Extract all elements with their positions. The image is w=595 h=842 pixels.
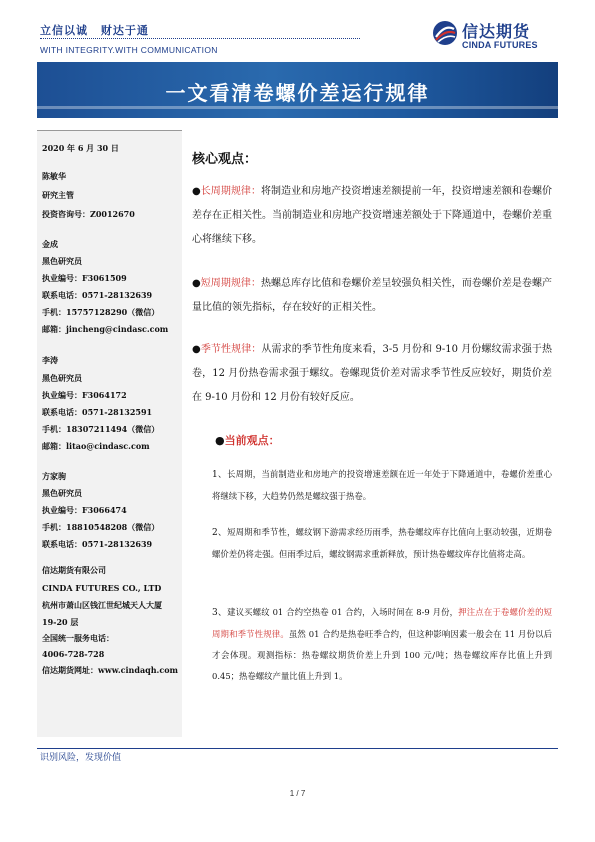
company-hotline-label: 全国统一服务电话： — [42, 633, 114, 643]
cinda-logo-icon — [432, 20, 458, 46]
analyst-sidebar — [37, 130, 182, 737]
view-item-2 — [212, 522, 552, 565]
logo-text-en: CINDA FUTURES — [462, 40, 538, 50]
view-item-1 — [212, 464, 552, 507]
company-logo — [432, 18, 557, 50]
page-number: 1 / 7 — [289, 789, 306, 798]
analyst-line: 研究主管 — [42, 190, 74, 200]
view-text-highlight: 押注点在于卷螺价差的短周期和季节性规律。 — [212, 607, 552, 639]
analyst-line: 手机：15757128290（微信） — [42, 307, 160, 317]
current-views-label: 当前观点： — [224, 434, 280, 447]
header-slogan — [40, 22, 157, 38]
bullet-icon: ● — [215, 434, 225, 447]
view-text-post: 虽然 01 合约是热卷旺季合约，但这种影响因素一般会在 11 月份以后才会体现。观测指标：热卷螺纹期货价差上升到 100 元/吨；热卷螺纹库存比值上升到 0.45；热卷螺纹产量比值上升到 1。 — [212, 629, 553, 681]
view-number: 1、 — [212, 470, 228, 480]
analyst-line: 黑色研究员 — [42, 256, 82, 266]
bullet-icon: ● — [192, 278, 201, 289]
view-number: 3、 — [212, 608, 228, 618]
analyst-name: 李涛 — [42, 355, 58, 365]
analyst-line: 投资咨询号：Z0012670 — [42, 209, 135, 219]
point-label: 长周期规律： — [200, 186, 261, 197]
slogan-part-2: 财达于通 — [100, 24, 149, 37]
analyst-line: 执业编号：F3066474 — [42, 505, 127, 515]
company-hotline: 4006-728-728 — [42, 649, 105, 659]
analyst-email: 邮箱：jincheng@cindasc.com — [42, 324, 169, 334]
title-banner — [37, 62, 558, 118]
logo-text-cn: 信达期货 — [462, 22, 531, 41]
view-text: 长周期，当前制造业和房地产的投资增速差额在近一年处于下降通道中，卷螺价差重心将继续下移，大趋势仍然是螺纹强于热卷。 — [212, 469, 552, 501]
analyst-line: 黑色研究员 — [42, 373, 82, 383]
company-line: CINDA FUTURES CO., LTD — [42, 583, 162, 593]
analyst-name: 陈敏华 — [42, 171, 66, 181]
analyst-line: 黑色研究员 — [42, 488, 82, 498]
company-website: 信达期货网址：www.cindaqh.com — [42, 665, 179, 675]
banner-stripe — [37, 106, 558, 109]
point-text: 将制造业和房地产投资增速差额提前一年，投资增速差额和卷螺价差存在正相关性。当前制造业和房地产投资增速差额处于下降通道中，卷螺价差重心将继续下移。 — [192, 186, 552, 245]
current-views-heading — [215, 432, 280, 448]
company-name: 信达期货有限公司 — [42, 565, 106, 575]
analyst-line: 执业编号：F3061509 — [42, 273, 127, 283]
footer-slogan: 识别风险，发现价值 — [40, 753, 122, 763]
view-number: 2、 — [212, 528, 228, 538]
view-text-pre: 建议买螺纹 01 合约空热卷 01 合约，入场时间在 8-9 月份， — [227, 607, 459, 617]
analyst-line: 手机：18810548208（微信） — [42, 522, 160, 532]
report-title: 一文看清卷螺价差运行规律 — [165, 81, 430, 105]
point-label: 季节性规律： — [200, 344, 262, 355]
point-text: 从需求的季节性角度来看，3-5 月份和 9-10 月份螺纹需求强于热卷，12 月份热卷需求强于螺纹。卷螺现货价差对需求季节性反应较好，期货价差在 9-10 月份和 12 月份有较好反应。 — [192, 344, 552, 403]
point-seasonal — [192, 338, 552, 410]
analyst-line: 执业编号：F3064172 — [42, 390, 127, 400]
analyst-name: 金成 — [42, 239, 58, 249]
bullet-icon: ● — [192, 344, 201, 355]
view-item-3 — [212, 602, 552, 687]
analyst-line: 联系电话：0571-28132639 — [42, 290, 153, 300]
point-label: 短周期规律： — [200, 278, 261, 289]
company-address-floor: 19-20 层 — [42, 617, 79, 627]
point-long-cycle — [192, 180, 552, 252]
bullet-icon: ● — [192, 186, 201, 197]
view-text: 短周期和季节性，螺纹钢下游需求经历雨季，热卷螺纹库存比值向上驱动较强，近期卷螺价差仍将走强。但雨季过后，螺纹钢需求重新释放，预计热卷螺纹库存比值将走高。 — [212, 527, 552, 559]
analyst-email: 邮箱：litao@cindasc.com — [42, 441, 150, 451]
point-text: 热螺总库存比值和卷螺价差呈较强负相关性，而卷螺价差是卷螺产量比值的领先指标，存在较好的正相关性。 — [192, 278, 552, 313]
analyst-name: 方家驹 — [42, 471, 66, 481]
analyst-line: 联系电话：0571-28132591 — [42, 407, 153, 417]
slogan-divider — [40, 38, 360, 39]
footer-divider — [37, 748, 558, 749]
analyst-line: 手机：18307211494（微信） — [42, 424, 160, 434]
point-short-cycle — [192, 272, 552, 320]
core-views-heading: 核心观点： — [192, 152, 258, 167]
slogan-part-1: 立信以诚 — [40, 24, 88, 37]
company-address: 杭州市萧山区钱江世纪城天人大厦 — [42, 600, 162, 610]
report-date: 2020 年 6 月 30 日 — [42, 143, 119, 153]
header-slogan-en: WITH INTEGRITY.WITH COMMUNICATION — [40, 45, 218, 55]
analyst-line: 联系电话：0571-28132639 — [42, 539, 153, 549]
